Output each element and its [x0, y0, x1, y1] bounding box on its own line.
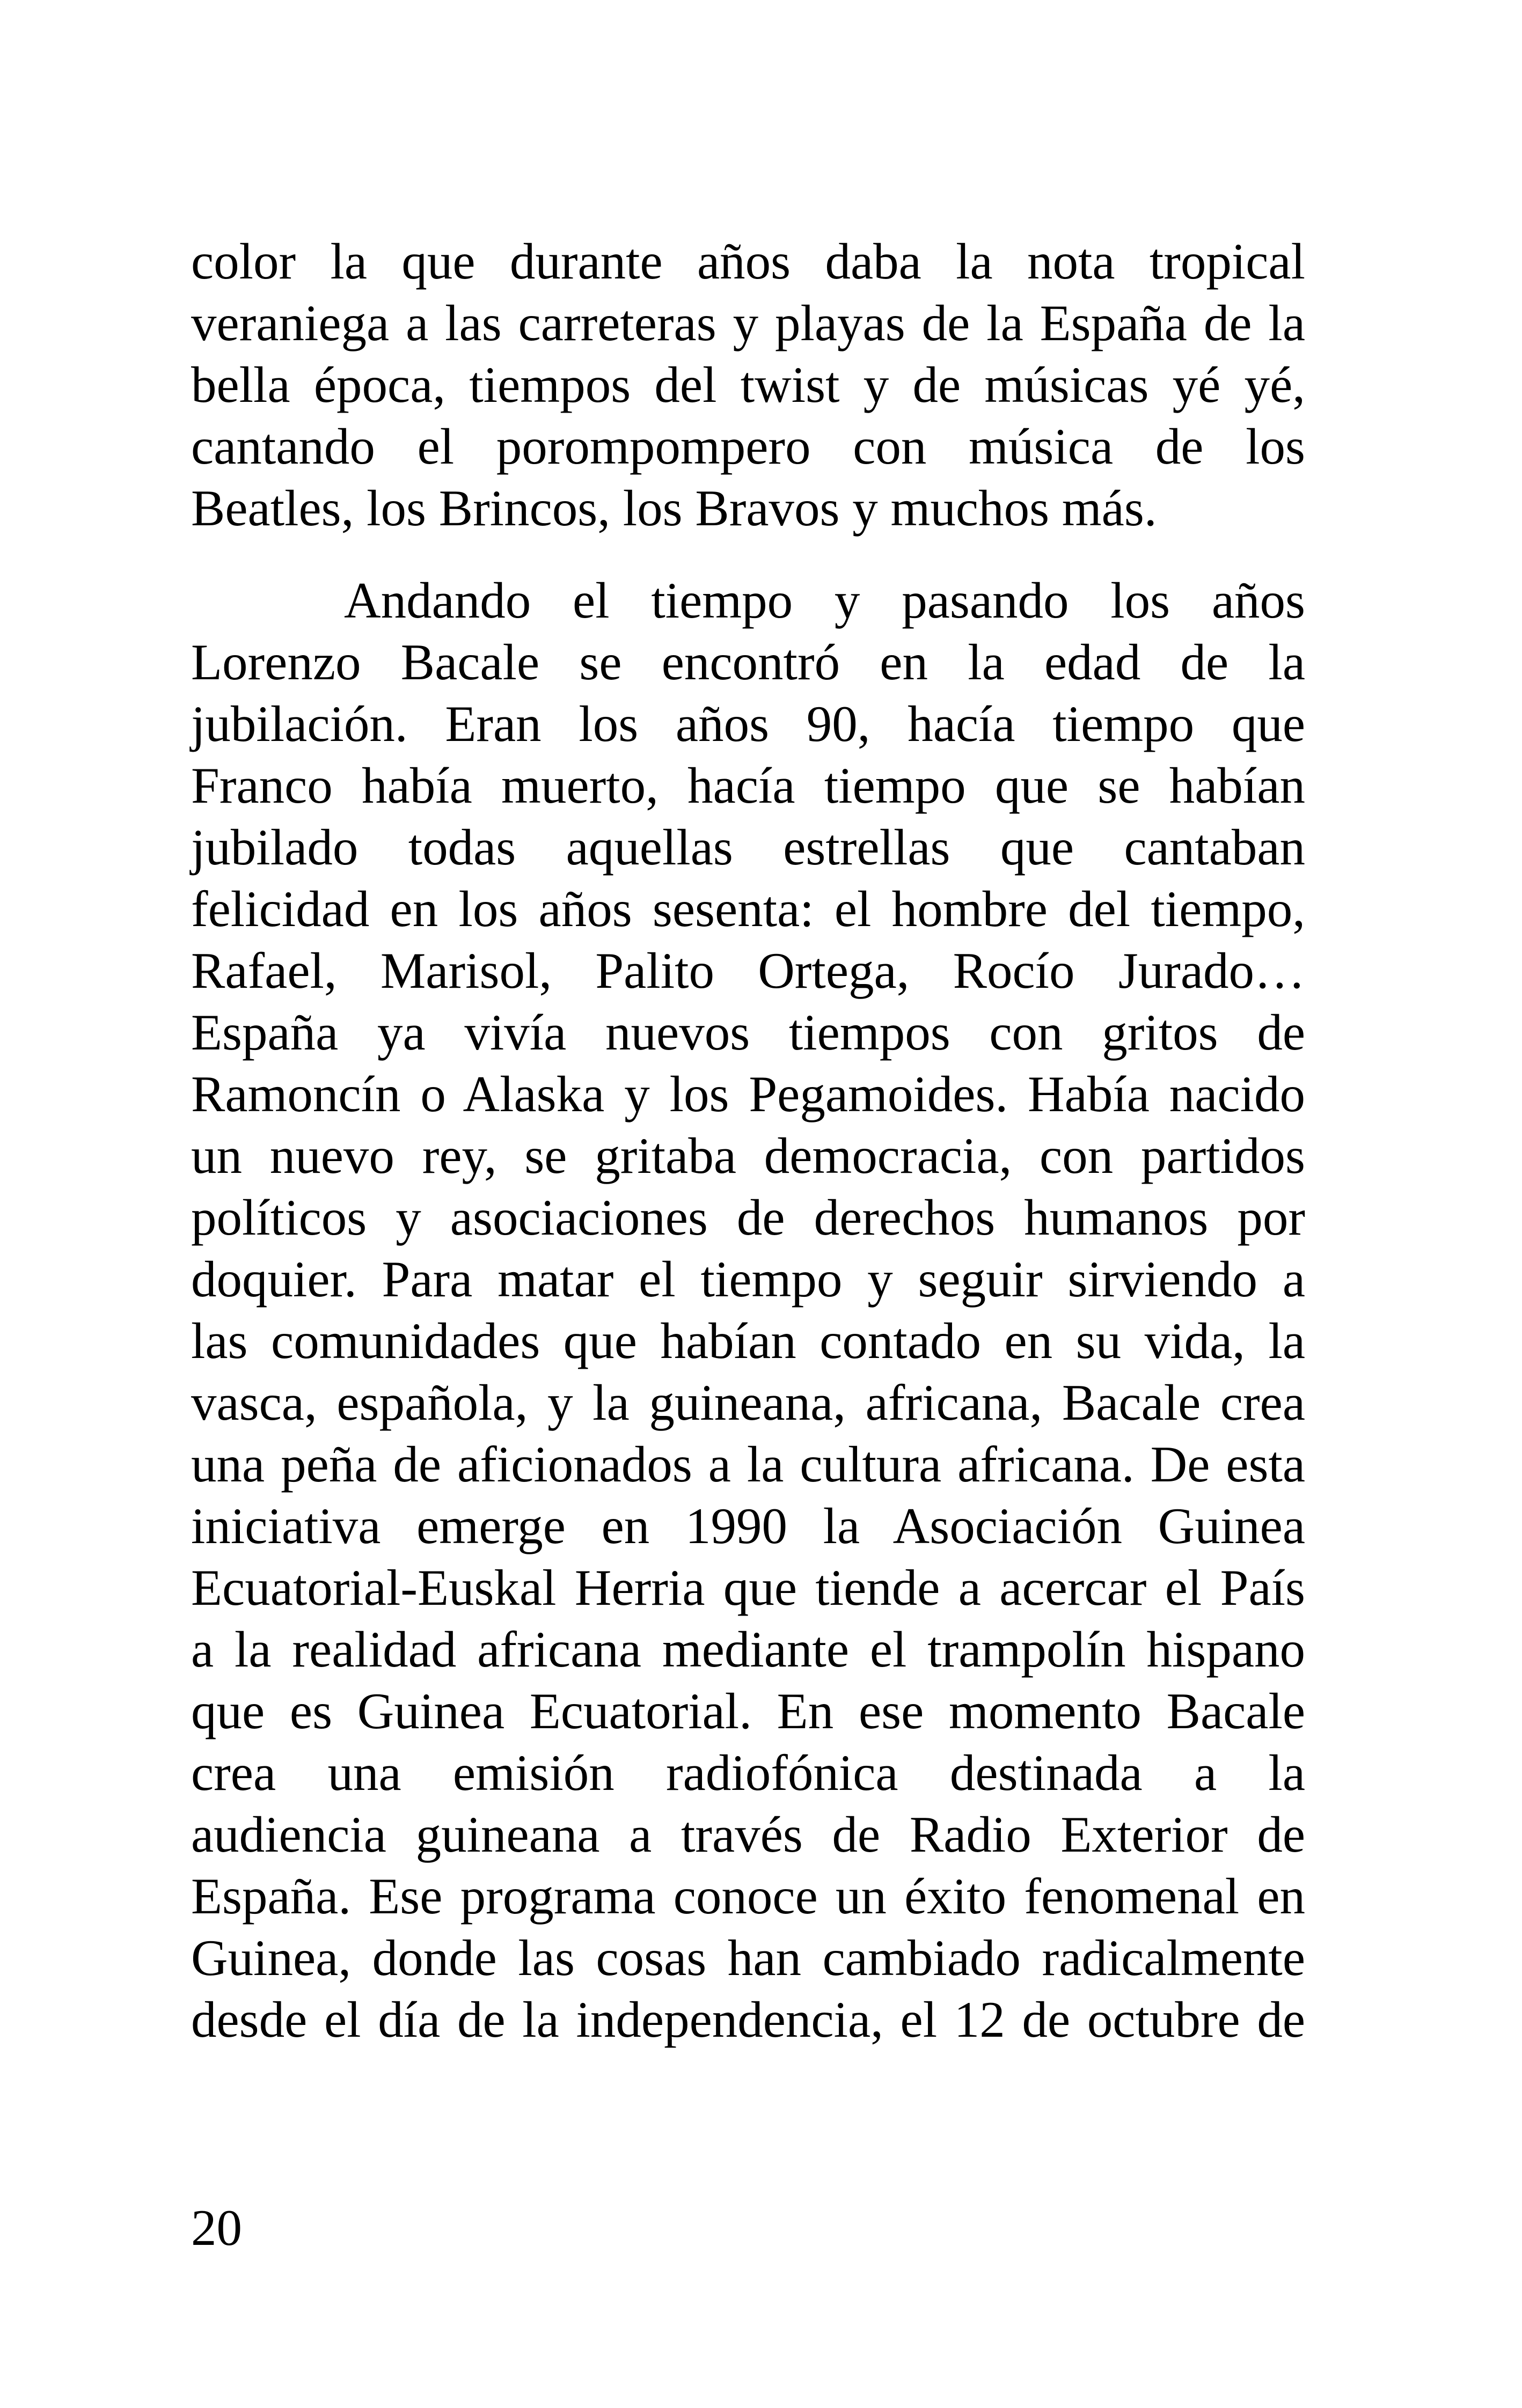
text-line: doquier. Para matar el tiempo y seguir sirviendo a [191, 1251, 1305, 1308]
text-line: veraniega a las carreteras y playas de la España de la [191, 295, 1305, 351]
text-line: audiencia guineana a través de Radio Exterior de [191, 1806, 1305, 1863]
text-line: cantando el porompompero con música de los [191, 418, 1305, 475]
text-line: Lorenzo Bacale se encontró en la edad de la [191, 634, 1305, 691]
text-line: que es Guinea Ecuatorial. En ese momento Bacale [191, 1683, 1305, 1739]
text-line: iniciativa emerge en 1990 la Asociación Guinea [191, 1497, 1305, 1554]
text-line: bella época, tiempos del twist y de músicas yé yé, [191, 356, 1305, 413]
text-line: color la que durante años daba la nota tropical [191, 233, 1305, 290]
text-line: Ecuatorial-Euskal Herria que tiende a acercar el País [191, 1559, 1305, 1616]
page-number: 20 [191, 2199, 242, 2256]
text-line: Franco había muerto, hacía tiempo que se habían [191, 757, 1305, 814]
text-line: vasca, española, y la guineana, africana, Bacale crea [191, 1374, 1305, 1431]
text-line: España ya vivía nuevos tiempos con gritos de [191, 1004, 1305, 1061]
text-line: Rafael, Marisol, Palito Ortega, Rocío Jurado… [191, 942, 1305, 999]
text-line: crea una emisión radiofónica destinada a la [191, 1744, 1305, 1801]
text-line: un nuevo rey, se gritaba democracia, con partidos [191, 1127, 1305, 1184]
paragraph-1 [191, 231, 1305, 539]
text-line: una peña de aficionados a la cultura africana. De esta [191, 1436, 1305, 1493]
text-line: Beatles, los Brincos, los Bravos y muchos más. [191, 480, 1157, 537]
paragraph-2 [191, 570, 1305, 2051]
text-line: Guinea, donde las cosas han cambiado radicalmente [191, 1929, 1305, 1986]
text-block [191, 231, 1305, 2051]
text-line: Andando el tiempo y pasando los años [344, 572, 1305, 629]
text-line: a la realidad africana mediante el trampolín hispano [191, 1621, 1305, 1678]
text-line: las comunidades que habían contado en su vida, la [191, 1312, 1305, 1369]
text-line: políticos y asociaciones de derechos humanos por [191, 1189, 1305, 1246]
text-line: Ramoncín o Alaska y los Pegamoides. Había nacido [191, 1066, 1305, 1122]
text-line: desde el día de la independencia, el 12 de octubre de [191, 1991, 1305, 2048]
text-line: felicidad en los años sesenta: el hombre del tiempo, [191, 880, 1305, 937]
text-line: jubilación. Eran los años 90, hacía tiempo que [191, 695, 1305, 752]
text-line: España. Ese programa conoce un éxito fenomenal en [191, 1868, 1305, 1925]
text-line: jubilado todas aquellas estrellas que cantaban [191, 819, 1305, 876]
